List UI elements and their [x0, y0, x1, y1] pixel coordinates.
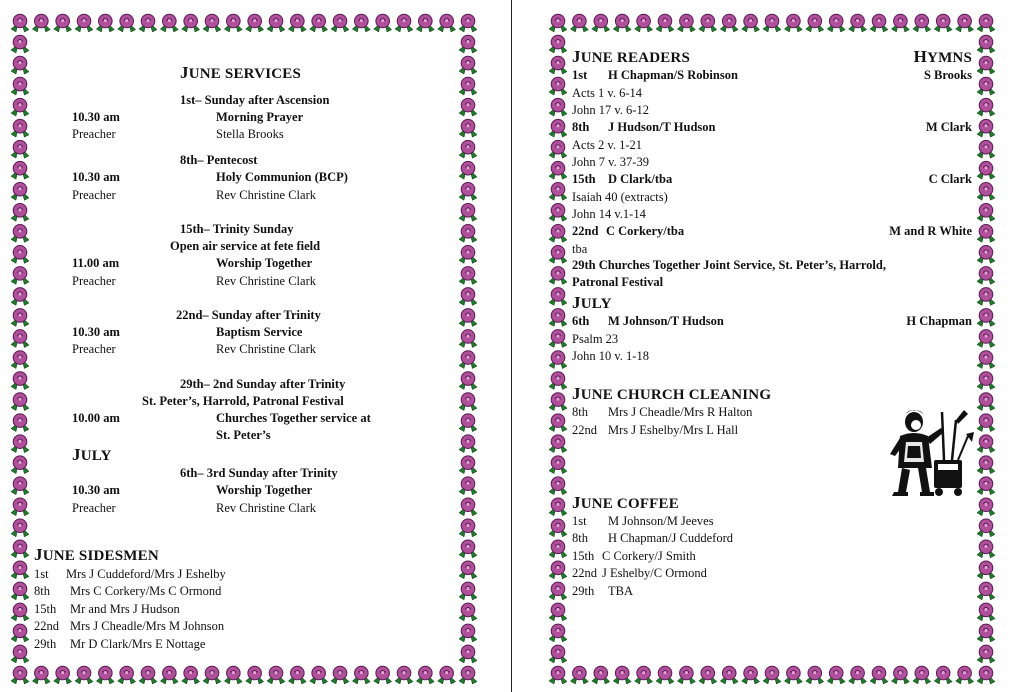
readers-heading: JUNE READERS: [572, 47, 691, 66]
services-heading: JUNE SERVICES: [180, 63, 302, 82]
preacher-name: Rev Christine Clark: [216, 188, 316, 202]
preacher-label: Preacher: [72, 188, 116, 202]
reader-date: 6th: [572, 314, 590, 328]
coffee-names: J Eshelby/C Ormond: [602, 566, 707, 580]
reading: John 14 v.1-14: [572, 207, 646, 221]
hymns-name: H Chapman: [906, 314, 972, 328]
service-time: 10.30 am: [72, 110, 120, 124]
reading: Acts 2 v. 1-21: [572, 138, 643, 152]
sidesmen-heading: JUNE SIDESMEN: [34, 545, 159, 564]
service-time: 10.30 am: [72, 483, 120, 497]
cleaning-heading: JUNE CHURCH CLEANING: [572, 384, 772, 403]
cleaning-names: Mrs J Cheadle/Mrs R Halton: [608, 405, 753, 419]
july-heading: JULY: [572, 293, 612, 312]
coffee-date: 1st: [572, 514, 587, 528]
reader-names: M Johnson/T Hudson: [608, 314, 724, 328]
service-name: Worship Together: [216, 256, 313, 270]
sidesmen-names: Mrs J Cheadle/Mrs M Johnson: [70, 619, 225, 633]
service-name: Churches Together service at: [216, 411, 371, 425]
reading: Psalm 23: [572, 332, 619, 346]
service-time: 10.30 am: [72, 170, 120, 184]
service-date: 1st– Sunday after Ascension: [180, 93, 330, 107]
hymns-heading: HYMNS: [913, 47, 972, 66]
left-page: [0, 0, 510, 692]
cleaner-with-cart-icon: [886, 406, 976, 498]
coffee-names: C Corkery/J Smith: [602, 549, 696, 563]
sidesmen-names: Mrs C Corkery/Ms C Ormond: [70, 584, 222, 598]
preacher-name: Rev Christine Clark: [216, 274, 316, 288]
preacher-label: Preacher: [72, 274, 116, 288]
rose-border-frame: [10, 12, 478, 684]
sidesmen-date: 1st: [34, 567, 49, 581]
page-divider: [511, 0, 512, 692]
coffee-date: 29th: [572, 584, 595, 598]
sidesmen-names: Mrs J Cuddeford/Mrs J Eshelby: [66, 567, 226, 581]
rose-border-frame: [548, 12, 996, 684]
coffee-names: TBA: [608, 584, 633, 598]
july-heading: JULY: [72, 445, 112, 464]
reader-names: H Chapman/S Robinson: [608, 68, 738, 82]
sidesmen-date: 8th: [34, 584, 50, 598]
cleaning-date: 22nd: [572, 423, 597, 437]
reading: John 10 v. 1-18: [572, 349, 649, 363]
service-name: Worship Together: [216, 483, 313, 497]
reading: John 7 v. 37-39: [572, 155, 649, 169]
coffee-names: H Chapman/J Cuddeford: [608, 531, 733, 545]
coffee-date: 22nd: [572, 566, 597, 580]
joint-service-line: 29th Churches Together Joint Service, St. Peter’s, Harrold,: [572, 258, 886, 272]
left-content: [32, 34, 456, 662]
hymns-name: S Brooks: [923, 68, 972, 82]
sidesmen-date: 22nd: [34, 619, 59, 633]
preacher-label: Preacher: [72, 127, 116, 141]
service-time: 11.00 am: [72, 256, 120, 270]
service-name-cont: St. Peter’s: [216, 428, 271, 442]
service-date: 8th– Pentecost: [180, 153, 258, 167]
preacher-label: Preacher: [72, 501, 116, 515]
service-name: Baptism Service: [216, 325, 303, 339]
reading: tba: [572, 242, 588, 256]
reader-date: 15th: [572, 172, 596, 186]
hymns-name: M Clark: [925, 120, 972, 134]
reader-names: D Clark/tba: [608, 172, 673, 186]
service-name: Morning Prayer: [216, 110, 304, 124]
right-content: [570, 34, 974, 662]
service-date: 22nd– Sunday after Trinity: [176, 308, 321, 322]
sidesmen-date: 29th: [34, 637, 57, 651]
reading: John 17 v. 6-12: [572, 103, 649, 117]
reading: Isaiah 40 (extracts): [572, 190, 668, 204]
coffee-heading: JUNE COFFEE: [572, 493, 679, 512]
reader-names: C Corkery/tba: [606, 224, 685, 238]
sidesmen-names: Mr and Mrs J Hudson: [70, 602, 180, 616]
cleaning-names: Mrs J Eshelby/Mrs L Hall: [608, 423, 739, 437]
preacher-name: Rev Christine Clark: [216, 501, 316, 515]
cleaning-date: 8th: [572, 405, 588, 419]
reading: Acts 1 v. 6-14: [572, 86, 643, 100]
sidesmen-names: Mr D Clark/Mrs E Nottage: [70, 637, 206, 651]
joint-service-line: Patronal Festival: [572, 275, 664, 289]
reader-names: J Hudson/T Hudson: [608, 120, 716, 134]
preacher-name: Rev Christine Clark: [216, 342, 316, 356]
service-date: 6th– 3rd Sunday after Trinity: [180, 466, 338, 480]
preacher-label: Preacher: [72, 342, 116, 356]
preacher-name: Stella Brooks: [216, 127, 284, 141]
service-note: Open air service at fete field: [170, 239, 321, 253]
service-time: 10.30 am: [72, 325, 120, 339]
service-note: St. Peter’s, Harrold, Patronal Festival: [142, 394, 344, 408]
hymns-name: C Clark: [928, 172, 972, 186]
reader-date: 22nd: [572, 224, 599, 238]
sidesmen-date: 15th: [34, 602, 57, 616]
service-time: 10.00 am: [72, 411, 120, 425]
service-date: 15th– Trinity Sunday: [180, 222, 294, 236]
coffee-date: 15th: [572, 549, 595, 563]
coffee-names: M Johnson/M Jeeves: [608, 514, 714, 528]
reader-date: 8th: [572, 120, 590, 134]
service-name: Holy Communion (BCP): [216, 170, 348, 184]
reader-date: 1st: [572, 68, 588, 82]
coffee-date: 8th: [572, 531, 588, 545]
hymns-name: M and R White: [889, 224, 972, 238]
service-date: 29th– 2nd Sunday after Trinity: [180, 377, 346, 391]
